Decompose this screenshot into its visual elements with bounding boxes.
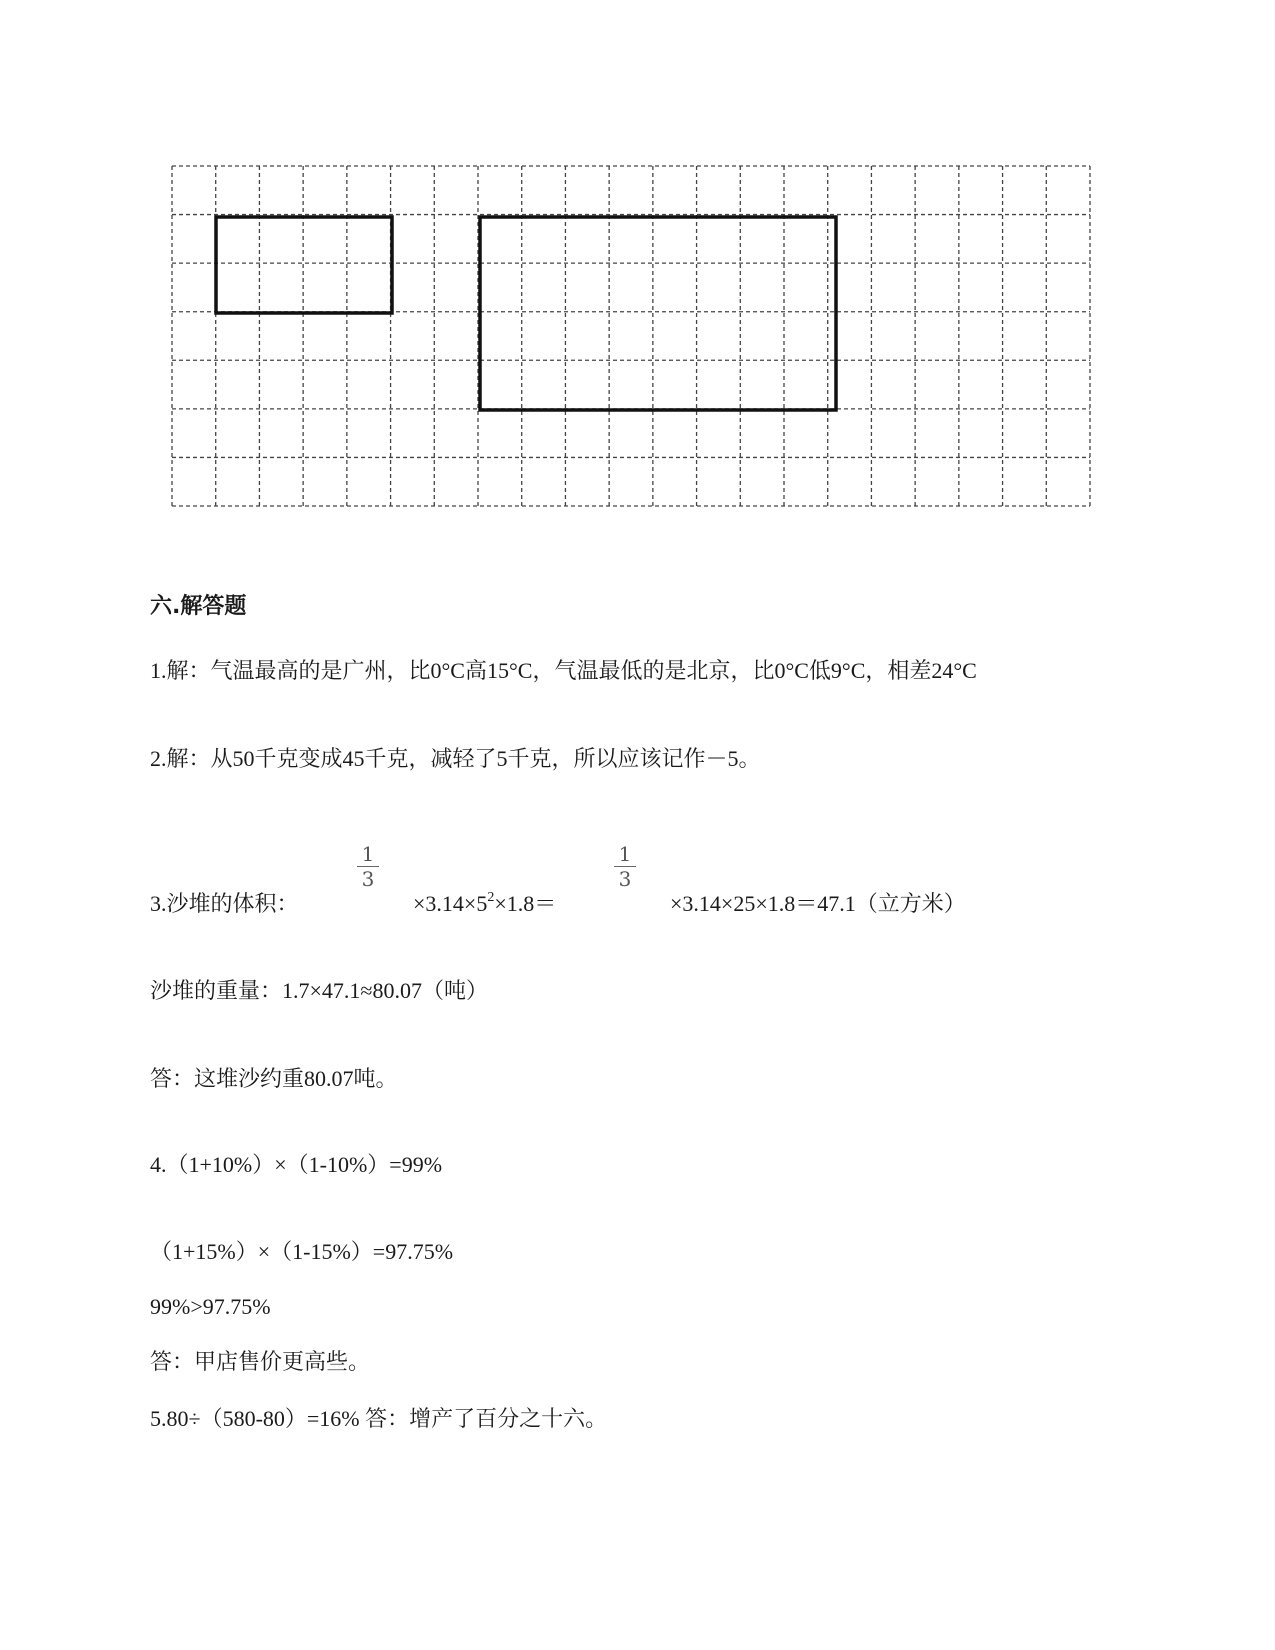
- answer-2: 2.解：从50千克变成45千克，减轻了5千克，所以应该记作－5。: [150, 746, 761, 771]
- fraction-one-third-1: [354, 843, 382, 890]
- fraction-denominator: 3: [618, 867, 632, 891]
- answer-4-line-2: （1+15%）×（1-15%）=97.75%: [150, 1239, 454, 1264]
- answer-3-weight: 沙堆的重量：1.7×47.1≈80.07（吨）: [150, 978, 488, 1003]
- answer-4-line-3: 99%>97.75%: [150, 1294, 271, 1319]
- answer-5: 5.80÷（580-80）=16% 答：增产了百分之十六。: [150, 1406, 608, 1431]
- answer-1: 1.解：气温最高的是广州，比0°C高15°C，气温最低的是北京，比0°C低9°C，相差24°C: [150, 658, 977, 683]
- answer-3-label: 3.沙堆的体积：: [150, 891, 299, 916]
- expression-part: ×1.8＝: [494, 891, 557, 916]
- answer-3-conclusion: 答：这堆沙约重80.07吨。: [150, 1066, 398, 1091]
- fraction-numerator: 1: [361, 842, 375, 866]
- fraction-one-third-2: [611, 843, 639, 890]
- fraction-numerator: 1: [618, 842, 632, 866]
- fraction-denominator: 3: [361, 867, 375, 891]
- exponent: 2: [487, 890, 495, 905]
- answer-3-expression-2: ×3.14×25×1.8＝47.1（立方米）: [670, 891, 966, 916]
- answer-4-conclusion: 答：甲店售价更高些。: [150, 1349, 371, 1374]
- answer-3-expression-1: [413, 890, 557, 916]
- large-rectangle: [480, 217, 836, 410]
- grid-figure: [0, 0, 1275, 520]
- expression-part: ×3.14×5: [413, 891, 488, 916]
- answer-4-line-1: 4.（1+10%）×（1-10%）=99%: [150, 1152, 443, 1177]
- small-rectangle: [216, 217, 392, 313]
- section-title: 六.解答题: [150, 594, 247, 619]
